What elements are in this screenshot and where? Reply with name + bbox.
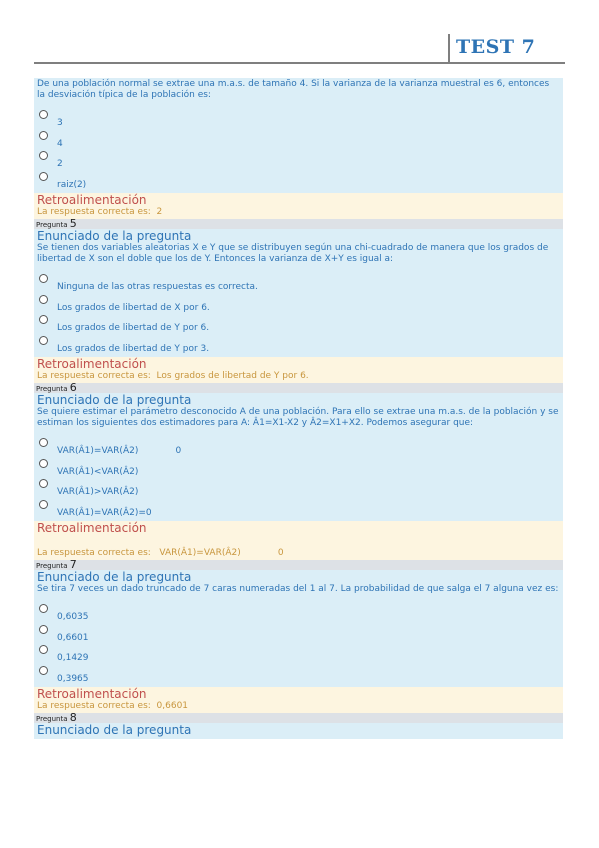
answer-option[interactable] xyxy=(37,150,560,171)
option-label: 0,1429 xyxy=(57,653,89,663)
answer-option[interactable] xyxy=(37,624,560,645)
option-label: 2 xyxy=(57,159,63,169)
feedback-title: Retroalimentación xyxy=(37,687,147,701)
radio-button[interactable] xyxy=(39,151,48,160)
option-label: VAR(Â1)=VAR(Â2) 0 xyxy=(57,446,182,456)
radio-button[interactable] xyxy=(39,131,48,140)
option-label: Los grados de libertad de X por 6. xyxy=(57,302,210,313)
radio-button[interactable] xyxy=(39,336,48,345)
radio-button[interactable] xyxy=(39,172,48,181)
feedback-answer: La respuesta correcta es: 2 xyxy=(37,207,163,217)
option-label: VAR(Â1)>VAR(Â2) xyxy=(57,487,139,497)
answer-option[interactable] xyxy=(37,499,560,520)
option-label: VAR(Â1)<VAR(Â2) xyxy=(57,466,139,477)
question-number-value: 8 xyxy=(69,711,77,724)
answer-option[interactable] xyxy=(37,314,560,335)
page-title: TEST 7 xyxy=(456,36,536,58)
question-number: Pregunta 8 xyxy=(34,713,563,723)
radio-button[interactable] xyxy=(39,645,48,654)
answer-option[interactable] xyxy=(37,458,560,479)
header-rule xyxy=(34,62,565,64)
radio-button[interactable] xyxy=(39,604,48,613)
radio-button[interactable] xyxy=(39,274,48,283)
radio-button[interactable] xyxy=(39,315,48,324)
radio-button[interactable] xyxy=(39,666,48,675)
feedback-title: Retroalimentación xyxy=(37,193,147,207)
question-number-value: 7 xyxy=(69,558,77,571)
question-text: De una población normal se extrae una m.a.s. de tamaño 4. Si la varianza de la varianza muestral es 6, entonces la desviación típica de la población es: xyxy=(37,79,550,100)
feedback-answer: La respuesta correcta es: 0,6601 xyxy=(37,701,189,711)
feedback-box xyxy=(34,193,563,219)
question-heading: Enunciado de la pregunta xyxy=(37,229,192,243)
option-label: Ninguna de las otras respuestas es correcta. xyxy=(57,282,258,292)
feedback-title: Retroalimentación xyxy=(37,357,147,371)
option-label: Los grados de libertad de Y por 3. xyxy=(57,343,210,354)
question-text: Se quiere estimar el parámetro desconocido A de una población. Para ello se extrae una m.a.s. de la población y se estiman los siguientes dos estimadores para A: Â1=X1-X2 y Â2=X1+X2. Podemos asegurar que: xyxy=(37,407,559,428)
radio-button[interactable] xyxy=(39,295,48,304)
radio-button[interactable] xyxy=(39,459,48,468)
answer-option[interactable] xyxy=(37,109,560,130)
answer-option[interactable] xyxy=(37,335,560,356)
radio-button[interactable] xyxy=(39,479,48,488)
page-header xyxy=(34,34,565,64)
question-number: Pregunta 7 xyxy=(34,560,563,570)
answer-option[interactable] xyxy=(37,665,560,686)
radio-button[interactable] xyxy=(39,438,48,447)
answer-option[interactable] xyxy=(37,644,560,665)
feedback-box xyxy=(34,521,563,560)
option-label: raiz(2) xyxy=(57,179,87,190)
answer-option[interactable] xyxy=(37,603,560,624)
answer-option[interactable] xyxy=(37,437,560,458)
feedback-answer: La respuesta correcta es: Los grados de libertad de Y por 6. xyxy=(37,371,309,381)
option-label: 0,6601 xyxy=(57,632,89,643)
feedback-box xyxy=(34,357,563,383)
question-7 xyxy=(34,570,563,687)
radio-button[interactable] xyxy=(39,110,48,119)
question-heading: Enunciado de la pregunta xyxy=(37,570,192,584)
question-heading: Enunciado de la pregunta xyxy=(37,723,192,737)
question-8 xyxy=(34,723,563,739)
answer-option[interactable] xyxy=(37,273,560,294)
header-separator xyxy=(448,34,450,64)
quiz-content xyxy=(34,78,563,739)
question-5 xyxy=(34,229,563,357)
radio-button[interactable] xyxy=(39,500,48,509)
question-number: Pregunta 5 xyxy=(34,219,563,229)
question-text: Se tira 7 veces un dado truncado de 7 caras numeradas del 1 al 7. La probabilidad de que salga el 7 alguna vez es: xyxy=(37,584,559,594)
option-label: VAR(Â1)=VAR(Â2)=0 xyxy=(57,507,152,518)
question-text: Se tienen dos variables aleatorias X e Y que se distribuyen según una chi-cuadrado de manera que los grados de libertad de X son el doble que los de Y. Entonces la varianza de X+Y es igual a: xyxy=(37,243,549,264)
option-label: 4 xyxy=(57,138,63,149)
answer-option[interactable] xyxy=(37,171,560,192)
option-label: 3 xyxy=(57,118,63,128)
option-label: 0,3965 xyxy=(57,673,89,684)
option-label: 0,6035 xyxy=(57,612,89,622)
feedback-answer: La respuesta correcta es: VAR(Â1)=VAR(Â2) 0 xyxy=(37,548,284,558)
option-label: Los grados de libertad de Y por 6. xyxy=(57,323,210,333)
question-heading: Enunciado de la pregunta xyxy=(37,393,192,407)
answer-option[interactable] xyxy=(37,294,560,315)
feedback-box xyxy=(34,687,563,713)
feedback-title: Retroalimentación xyxy=(37,521,147,535)
question-number: Pregunta 6 xyxy=(34,383,563,393)
radio-button[interactable] xyxy=(39,625,48,634)
answer-option[interactable] xyxy=(37,130,560,151)
question-number-value: 6 xyxy=(69,381,77,394)
question-6 xyxy=(34,393,563,521)
question-4 xyxy=(34,78,563,193)
answer-option[interactable] xyxy=(37,478,560,499)
question-number-value: 5 xyxy=(69,217,77,230)
